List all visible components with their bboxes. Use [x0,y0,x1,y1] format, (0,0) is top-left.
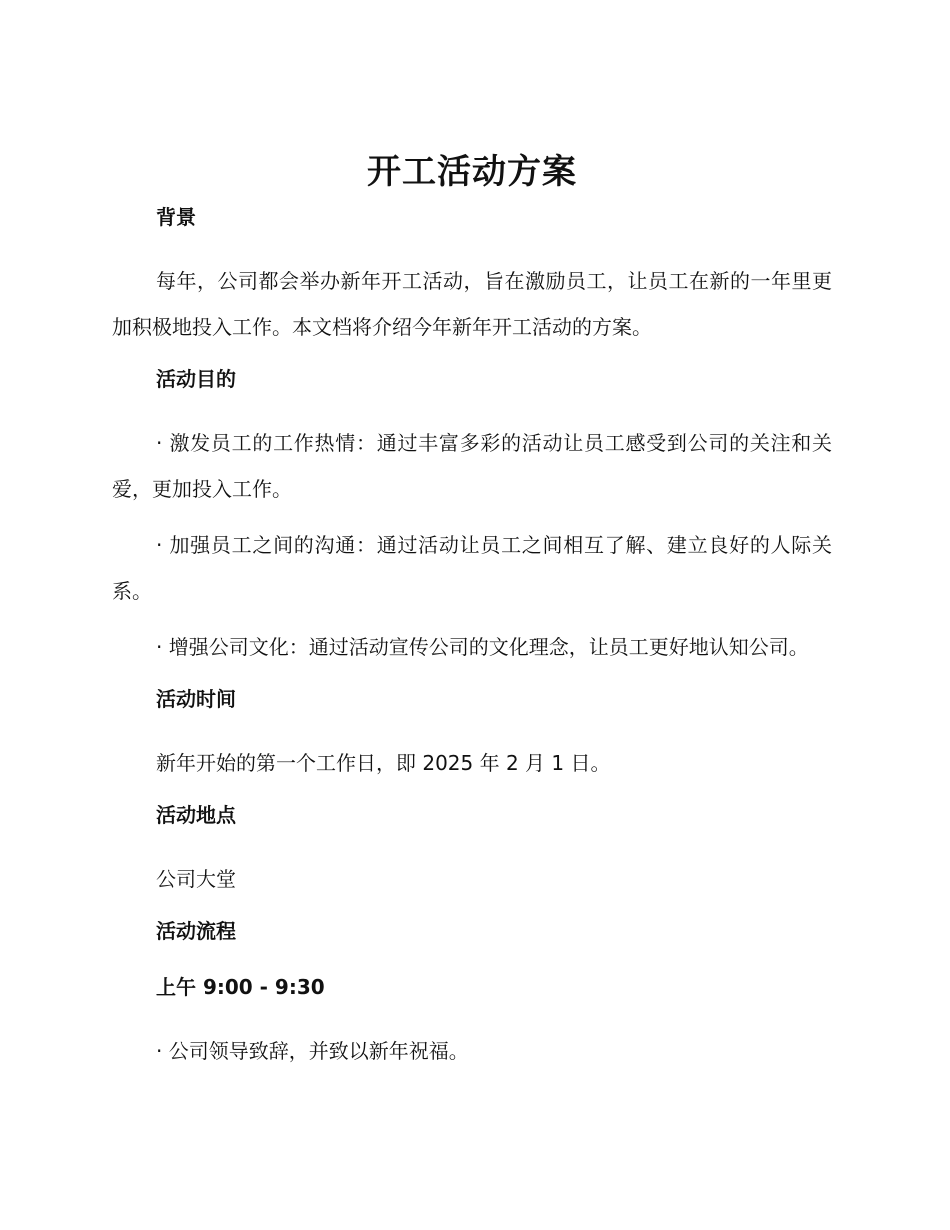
background-paragraph: 每年，公司都会举办新年开工活动，旨在激励员工，让员工在新的一年里更加积极地投入工作。本文档将介绍今年新年开工活动的方案。 [112,269,832,339]
purpose-item: · 激发员工的工作热情：通过丰富多彩的活动让员工感受到公司的关注和关爱，更加投入工作。 [112,431,832,501]
process-item: · 公司领导致辞，并致以新年祝福。 [156,1039,469,1063]
location-paragraph: 公司大堂 [156,867,236,891]
document-title: 开工活动方案 [367,152,577,192]
time-paragraph: 新年开始的第一个工作日，即 2025 年 2 月 1 日。 [156,751,611,775]
section-heading-time: 活动时间 [156,687,236,711]
purpose-item: · 加强员工之间的沟通：通过活动让员工之间相互了解、建立良好的人际关系。 [112,533,832,603]
section-heading-background: 背景 [156,205,196,229]
process-time-slot: 上午 9:00 - 9:30 [156,975,325,999]
purpose-item: · 增强公司文化：通过活动宣传公司的文化理念，让员工更好地认知公司。 [156,635,809,659]
document-body [112,150,832,1088]
section-heading-process: 活动流程 [156,919,236,943]
section-heading-location: 活动地点 [156,803,236,827]
section-heading-purpose: 活动目的 [156,367,236,391]
